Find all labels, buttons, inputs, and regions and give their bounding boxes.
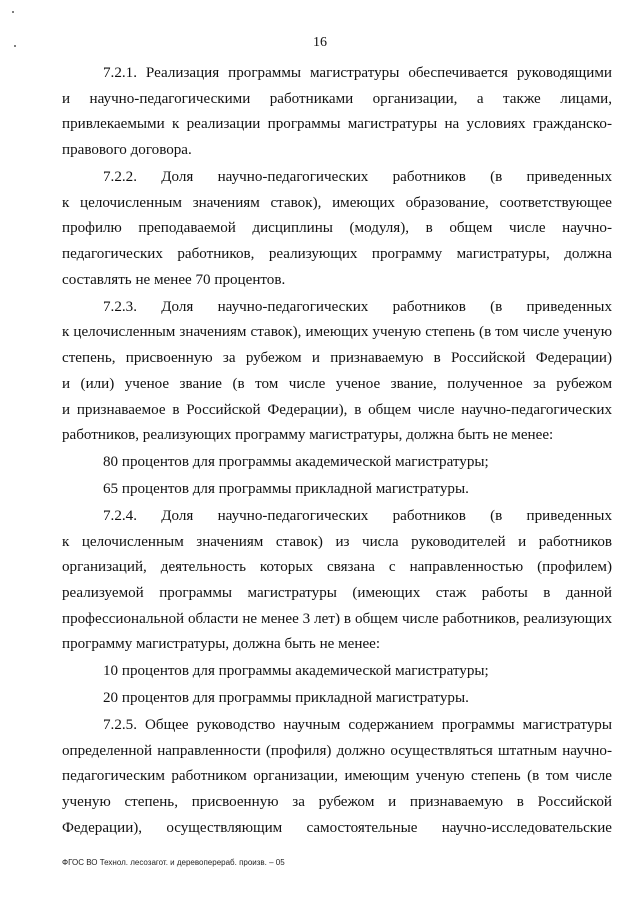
document-body [62, 61, 612, 842]
text-line: составлять не менее 70 процентов. [62, 271, 286, 288]
paragraph-p724 [62, 504, 612, 658]
text-line: определенной направленности (профиля) должно осуществляться штатным научно- [62, 742, 612, 759]
text-line: педагогических работников, реализующих программу магистратуры, должна [62, 246, 612, 263]
text-line: к целочисленным значениям ставок), имеющих образование, соответствующее [62, 194, 612, 211]
text-line: 7.2.2. Доля научно-педагогических работников (в приведенных [103, 169, 612, 185]
text-line: профилю преподаваемой дисциплины (модуля), в общем числе научно- [62, 220, 612, 237]
paragraph-p723 [62, 295, 612, 449]
text-line: Федерации), осуществляющим самостоятельные научно-исследовательские [62, 819, 612, 836]
paragraph-p724a [62, 659, 612, 685]
paragraph-p724b [62, 686, 612, 712]
text-line: профессиональной области не менее 3 лет) в общем числе работников, реализующих [62, 610, 612, 627]
text-line: 80 процентов для программы академической магистратуры; [103, 454, 489, 471]
scan-artifact-dot [12, 11, 14, 13]
text-line: реализуемой программы магистратуры (имеющих стаж работы в данной [62, 585, 612, 601]
paragraph-p723a [62, 450, 612, 476]
text-line: привлекаемыми к реализации программы магистратуры на условиях гражданско- [62, 116, 612, 133]
paragraph-p722 [62, 165, 612, 294]
text-line: степень, присвоенную за рубежом и признаваемую в Российской Федерации) [62, 350, 612, 367]
page-number: 16 [313, 35, 327, 50]
text-line: 7.2.3. Доля научно-педагогических работников (в приведенных [103, 298, 612, 315]
text-line: 65 процентов для программы прикладной магистратуры. [103, 481, 469, 497]
text-line: организаций, деятельность которых связана с направленностью (профилем) [62, 559, 612, 576]
text-line: ученую степень, присвоенную за рубежом и признаваемую в Российской [62, 794, 612, 811]
text-line: к целочисленным значениям ставок) из числа руководителей и работников [62, 533, 612, 550]
text-line: и научно-педагогическими работниками организации, а также лицами, [62, 90, 612, 107]
paragraph-p725 [62, 713, 612, 842]
text-line: работников, реализующих программу магистратуры, должна быть не менее: [62, 427, 554, 444]
text-line: 7.2.1. Реализация программы магистратуры обеспечивается руководящими [103, 65, 612, 81]
text-line: и (или) ученое звание (в том числе ученое звание, полученное за рубежом [62, 375, 612, 392]
paragraph-p723b [62, 477, 612, 503]
text-line: 7.2.5. Общее руководство научным содержанием программы магистратуры [103, 717, 612, 734]
text-line: правового договора. [62, 142, 192, 159]
text-line: 20 процентов для программы прикладной магистратуры. [103, 690, 469, 707]
text-line: к целочисленным значениям ставок), имеющих ученую степень (в том числе ученую [62, 324, 612, 341]
page-footer: ФГОС ВО Технол. лесозагот. и деревоперераб. произв. – 05 [62, 858, 285, 867]
text-line: 10 процентов для программы академической магистратуры; [103, 663, 489, 680]
paragraph-p721 [62, 61, 612, 164]
text-line: программу магистратуры, должна быть не менее: [62, 636, 381, 653]
text-line: 7.2.4. Доля научно-педагогических работников (в приведенных [103, 507, 612, 524]
text-line: педагогическим работником организации, имеющим ученую степень (в том числе [62, 768, 612, 785]
text-line: и признаваемое в Российской Федерации), в общем числе научно-педагогических [62, 401, 612, 418]
